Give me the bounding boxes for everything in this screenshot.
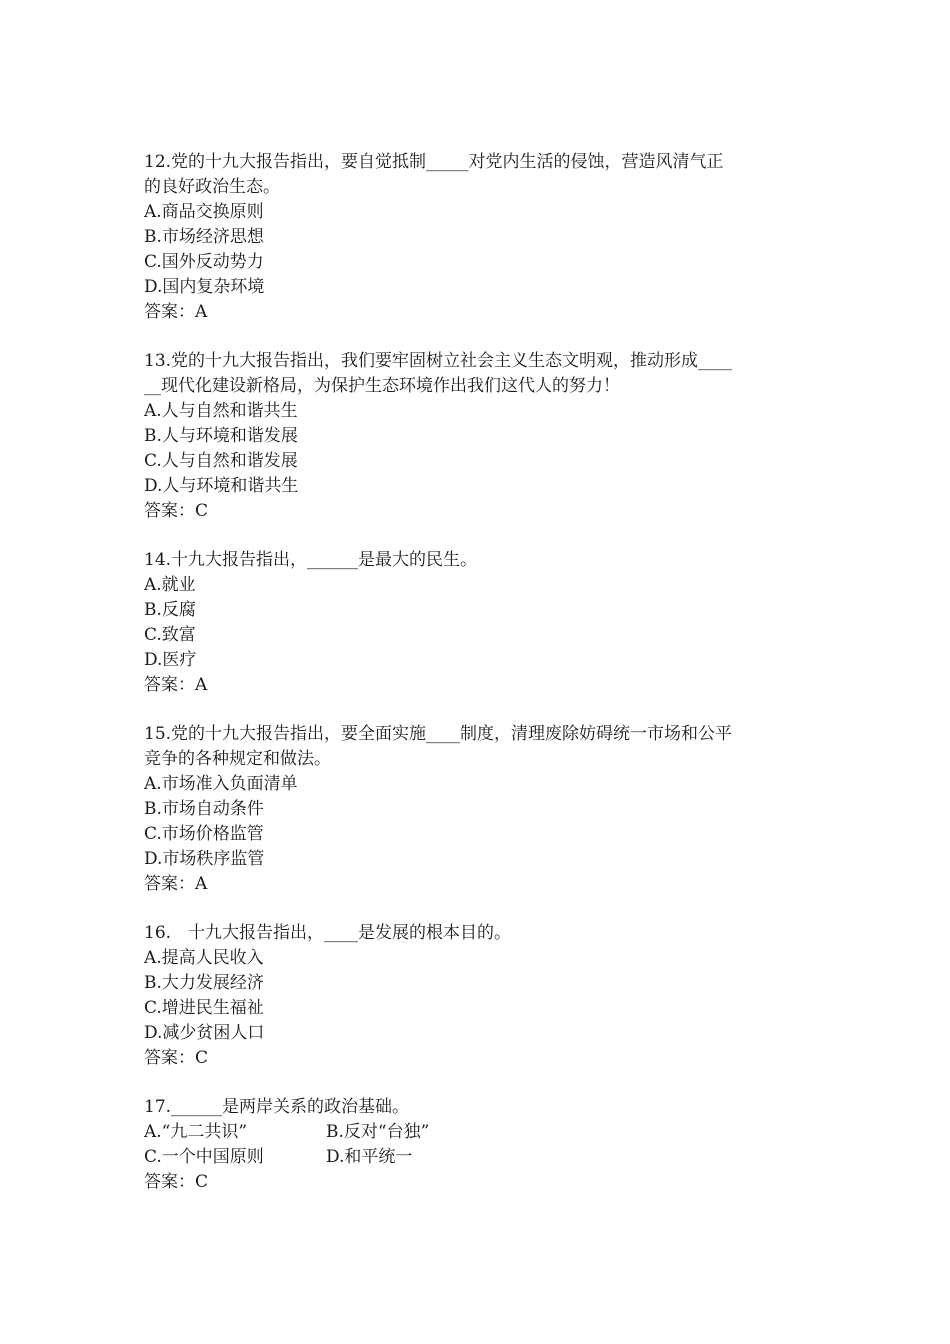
option-row xyxy=(144,1120,814,1145)
option-c: C.增进民生福祉 xyxy=(144,998,264,1018)
answer: 答案：C xyxy=(144,1172,209,1192)
option-a: A.市场准入负面清单 xyxy=(144,774,298,794)
option-d: D.减少贫困人口 xyxy=(144,1023,265,1043)
option-d: D.医疗 xyxy=(144,650,197,670)
option-c: C.国外反动势力 xyxy=(144,252,264,272)
question-stem: 16. 十九大报告指出，____是发展的根本目的。 xyxy=(144,923,512,943)
option-b: B.市场经济思想 xyxy=(144,227,264,247)
answer: 答案：C xyxy=(144,501,209,521)
question-17 xyxy=(144,1095,814,1195)
option-b: B.反对“台独” xyxy=(326,1122,430,1142)
option-c: C.市场价格监管 xyxy=(144,824,264,844)
option-a: A.商品交换原则 xyxy=(144,202,264,222)
answer: 答案：A xyxy=(144,874,208,894)
option-c: C.致富 xyxy=(144,625,196,645)
answer: 答案：A xyxy=(144,675,208,695)
option-d: D.和平统一 xyxy=(326,1147,413,1167)
option-d: D.市场秩序监管 xyxy=(144,849,265,869)
question-stem: 17.______是两岸关系的政治基础。 xyxy=(144,1097,410,1117)
option-a: A.人与自然和谐共生 xyxy=(144,401,298,421)
option-a: A.“九二共识” xyxy=(144,1122,248,1142)
option-b: B.反腐 xyxy=(144,600,196,620)
option-a: A.提高人民收入 xyxy=(144,948,264,968)
question-list xyxy=(144,150,814,1219)
question-stem: 14.十九大报告指出，______是最大的民生。 xyxy=(144,550,478,570)
option-b: B.人与环境和谐发展 xyxy=(144,426,298,446)
option-d: D.国内复杂环境 xyxy=(144,277,265,297)
question-14 xyxy=(144,548,814,698)
question-16 xyxy=(144,921,814,1071)
option-b: B.大力发展经济 xyxy=(144,973,264,993)
question-stem: 12.党的十九大报告指出，要自觉抵制_____对党内生活的侵蚀，营造风清气正 xyxy=(144,152,724,172)
question-stem: 竞争的各种规定和做法。 xyxy=(144,749,331,769)
option-d: D.人与环境和谐共生 xyxy=(144,476,299,496)
question-13 xyxy=(144,349,814,524)
option-a: A.就业 xyxy=(144,575,196,595)
option-c: C.人与自然和谐发展 xyxy=(144,451,298,471)
answer: 答案：A xyxy=(144,302,208,322)
question-stem: 13.党的十九大报告指出，我们要牢固树立社会主义生态文明观，推动形成____ xyxy=(144,351,733,371)
question-stem: 15.党的十九大报告指出，要全面实施____制度，清理废除妨碍统一市场和公平 xyxy=(144,724,733,744)
option-c: C.一个中国原则 xyxy=(144,1147,264,1167)
question-stem: __现代化建设新格局，为保护生态环境作出我们这代人的努力！ xyxy=(144,376,620,396)
answer: 答案：C xyxy=(144,1048,209,1068)
question-12 xyxy=(144,150,814,325)
option-row xyxy=(144,1145,814,1170)
option-b: B.市场自动条件 xyxy=(144,799,264,819)
question-stem: 的良好政治生态。 xyxy=(144,177,280,197)
question-15 xyxy=(144,722,814,897)
